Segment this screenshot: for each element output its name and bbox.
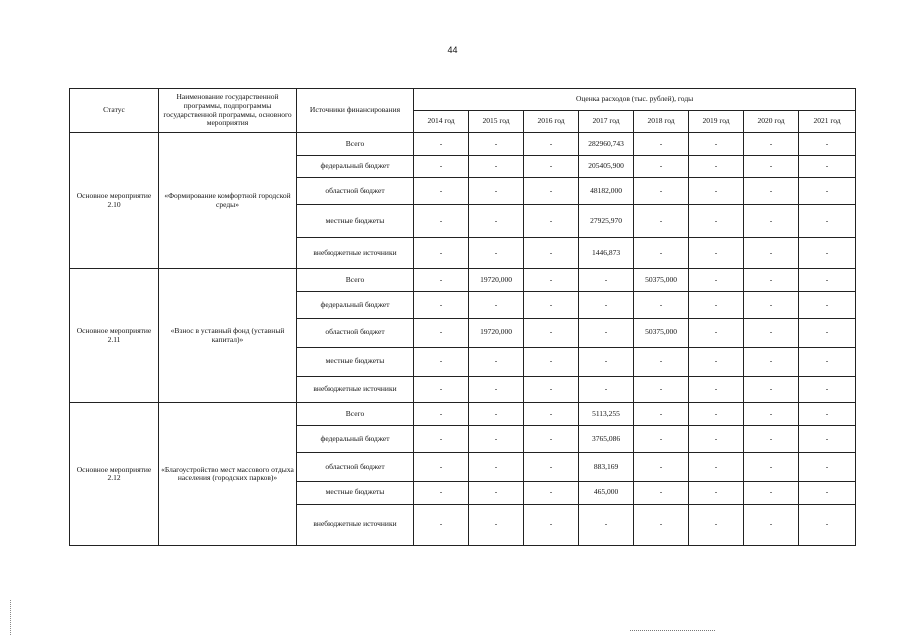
value-cell: - bbox=[524, 178, 579, 205]
value-cell: - bbox=[744, 205, 799, 238]
value-cell: - bbox=[634, 403, 689, 426]
value-cell: - bbox=[744, 504, 799, 545]
value-cell: - bbox=[469, 403, 524, 426]
funding-source-cell: федеральный бюджет bbox=[297, 291, 414, 318]
value-cell: - bbox=[414, 376, 469, 403]
value-cell: 282960,743 bbox=[579, 133, 634, 156]
value-cell: - bbox=[799, 504, 856, 545]
funding-source-cell: федеральный бюджет bbox=[297, 426, 414, 453]
value-cell: - bbox=[634, 178, 689, 205]
funding-source-cell: Всего bbox=[297, 133, 414, 156]
value-cell: - bbox=[744, 178, 799, 205]
value-cell: - bbox=[469, 133, 524, 156]
value-cell: - bbox=[689, 155, 744, 178]
value-cell: - bbox=[634, 481, 689, 504]
table-row bbox=[70, 269, 856, 292]
value-cell: - bbox=[689, 133, 744, 156]
value-cell: 48182,000 bbox=[579, 178, 634, 205]
value-cell: - bbox=[469, 205, 524, 238]
value-cell: - bbox=[414, 453, 469, 482]
value-cell: - bbox=[799, 376, 856, 403]
value-cell: - bbox=[689, 269, 744, 292]
funding-source-cell: внебюджетные источники bbox=[297, 504, 414, 545]
margin-mark bbox=[10, 600, 11, 635]
value-cell: - bbox=[744, 453, 799, 482]
value-cell: - bbox=[414, 238, 469, 269]
value-cell: 50375,000 bbox=[634, 318, 689, 347]
value-cell: - bbox=[524, 238, 579, 269]
header-status: Статус bbox=[70, 89, 159, 133]
value-cell: - bbox=[634, 155, 689, 178]
funding-source-cell: Всего bbox=[297, 269, 414, 292]
value-cell: - bbox=[744, 347, 799, 376]
funding-source-cell: областной бюджет bbox=[297, 318, 414, 347]
table-row bbox=[70, 403, 856, 426]
value-cell: - bbox=[469, 155, 524, 178]
value-cell: - bbox=[524, 376, 579, 403]
value-cell: - bbox=[414, 504, 469, 545]
value-cell: - bbox=[469, 238, 524, 269]
value-cell: - bbox=[799, 155, 856, 178]
activity-name-cell: «Взнос в уставный фонд (уставный капитал)» bbox=[159, 269, 297, 403]
status-cell: Основное мероприятие 2.12 bbox=[70, 403, 159, 546]
value-cell: - bbox=[744, 133, 799, 156]
value-cell: - bbox=[689, 453, 744, 482]
value-cell: 27925,970 bbox=[579, 205, 634, 238]
value-cell: - bbox=[689, 403, 744, 426]
value-cell: - bbox=[689, 205, 744, 238]
value-cell: - bbox=[414, 403, 469, 426]
value-cell: - bbox=[744, 376, 799, 403]
value-cell: 50375,000 bbox=[634, 269, 689, 292]
value-cell: - bbox=[634, 504, 689, 545]
value-cell: - bbox=[469, 347, 524, 376]
value-cell: - bbox=[469, 481, 524, 504]
value-cell: - bbox=[634, 347, 689, 376]
value-cell: - bbox=[799, 238, 856, 269]
value-cell: - bbox=[469, 504, 524, 545]
value-cell: 1446,873 bbox=[579, 238, 634, 269]
value-cell: 205405,900 bbox=[579, 155, 634, 178]
value-cell: - bbox=[689, 504, 744, 545]
value-cell: - bbox=[744, 426, 799, 453]
value-cell: - bbox=[799, 291, 856, 318]
value-cell: - bbox=[579, 269, 634, 292]
activity-name-cell: «Благоустройство мест массового отдыха населения (городских парков)» bbox=[159, 403, 297, 546]
value-cell: - bbox=[414, 347, 469, 376]
header-year: 2015 год bbox=[469, 111, 524, 133]
value-cell: - bbox=[414, 481, 469, 504]
header-sources: Источники финансирования bbox=[297, 89, 414, 133]
value-cell: - bbox=[744, 238, 799, 269]
funding-source-cell: внебюджетные источники bbox=[297, 238, 414, 269]
value-cell: - bbox=[524, 291, 579, 318]
header-estimate: Оценка расходов (тыс. рублей), годы bbox=[414, 89, 856, 111]
value-cell: - bbox=[524, 453, 579, 482]
value-cell: - bbox=[414, 133, 469, 156]
value-cell: - bbox=[579, 318, 634, 347]
value-cell: - bbox=[524, 269, 579, 292]
value-cell: - bbox=[799, 453, 856, 482]
value-cell: - bbox=[689, 178, 744, 205]
value-cell: - bbox=[524, 347, 579, 376]
expenses-table bbox=[69, 88, 856, 546]
funding-source-cell: местные бюджеты bbox=[297, 347, 414, 376]
value-cell: - bbox=[469, 291, 524, 318]
header-year: 2016 год bbox=[524, 111, 579, 133]
value-cell: - bbox=[799, 269, 856, 292]
value-cell: - bbox=[744, 481, 799, 504]
value-cell: - bbox=[414, 178, 469, 205]
value-cell: - bbox=[414, 318, 469, 347]
value-cell: - bbox=[799, 178, 856, 205]
funding-source-cell: внебюджетные источники bbox=[297, 376, 414, 403]
header-year: 2021 год bbox=[799, 111, 856, 133]
value-cell: - bbox=[524, 426, 579, 453]
value-cell: - bbox=[634, 426, 689, 453]
funding-source-cell: Всего bbox=[297, 403, 414, 426]
value-cell: - bbox=[579, 504, 634, 545]
value-cell: - bbox=[524, 205, 579, 238]
header-year: 2020 год bbox=[744, 111, 799, 133]
value-cell: - bbox=[524, 318, 579, 347]
footer-dotted-line bbox=[630, 630, 715, 631]
value-cell: - bbox=[744, 403, 799, 426]
value-cell: - bbox=[524, 403, 579, 426]
value-cell: - bbox=[689, 426, 744, 453]
value-cell: - bbox=[634, 453, 689, 482]
value-cell: - bbox=[579, 347, 634, 376]
value-cell: - bbox=[469, 178, 524, 205]
value-cell: - bbox=[524, 481, 579, 504]
value-cell: - bbox=[579, 376, 634, 403]
value-cell: - bbox=[799, 403, 856, 426]
value-cell: - bbox=[414, 291, 469, 318]
value-cell: - bbox=[689, 291, 744, 318]
value-cell: 465,000 bbox=[579, 481, 634, 504]
value-cell: - bbox=[744, 291, 799, 318]
value-cell: - bbox=[799, 318, 856, 347]
page-number: 44 bbox=[447, 45, 458, 55]
header-year: 2017 год bbox=[579, 111, 634, 133]
value-cell: - bbox=[689, 481, 744, 504]
value-cell: - bbox=[414, 205, 469, 238]
value-cell: - bbox=[689, 376, 744, 403]
value-cell: - bbox=[414, 426, 469, 453]
value-cell: 883,169 bbox=[579, 453, 634, 482]
value-cell: - bbox=[469, 426, 524, 453]
header-year: 2018 год bbox=[634, 111, 689, 133]
value-cell: - bbox=[799, 133, 856, 156]
value-cell: - bbox=[634, 205, 689, 238]
status-cell: Основное мероприятие 2.11 bbox=[70, 269, 159, 403]
value-cell: 5113,255 bbox=[579, 403, 634, 426]
funding-source-cell: местные бюджеты bbox=[297, 481, 414, 504]
value-cell: - bbox=[634, 238, 689, 269]
value-cell: - bbox=[634, 376, 689, 403]
value-cell: - bbox=[414, 269, 469, 292]
value-cell: - bbox=[524, 155, 579, 178]
value-cell: 19720,000 bbox=[469, 269, 524, 292]
value-cell: - bbox=[634, 133, 689, 156]
value-cell: - bbox=[744, 155, 799, 178]
table-row bbox=[70, 133, 856, 156]
value-cell: - bbox=[744, 269, 799, 292]
value-cell: - bbox=[689, 238, 744, 269]
value-cell: - bbox=[689, 347, 744, 376]
header-year: 2014 год bbox=[414, 111, 469, 133]
funding-source-cell: федеральный бюджет bbox=[297, 155, 414, 178]
status-cell: Основное мероприятие 2.10 bbox=[70, 133, 159, 269]
value-cell: - bbox=[524, 504, 579, 545]
value-cell: - bbox=[799, 205, 856, 238]
value-cell: - bbox=[799, 347, 856, 376]
value-cell: - bbox=[634, 291, 689, 318]
value-cell: - bbox=[524, 133, 579, 156]
value-cell: - bbox=[689, 318, 744, 347]
funding-source-cell: областной бюджет bbox=[297, 453, 414, 482]
activity-name-cell: «Формирование комфортной городской среды» bbox=[159, 133, 297, 269]
header-name: Наименование государственной программы, подпрограммы государственной программы, основного мероприятия bbox=[159, 89, 297, 133]
value-cell: - bbox=[799, 481, 856, 504]
value-cell: 19720,000 bbox=[469, 318, 524, 347]
value-cell: - bbox=[469, 376, 524, 403]
funding-source-cell: областной бюджет bbox=[297, 178, 414, 205]
value-cell: 3765,086 bbox=[579, 426, 634, 453]
value-cell: - bbox=[799, 426, 856, 453]
funding-source-cell: местные бюджеты bbox=[297, 205, 414, 238]
value-cell: - bbox=[579, 291, 634, 318]
value-cell: - bbox=[744, 318, 799, 347]
header-row-1 bbox=[70, 89, 856, 111]
value-cell: - bbox=[414, 155, 469, 178]
value-cell: - bbox=[469, 453, 524, 482]
header-year: 2019 год bbox=[689, 111, 744, 133]
